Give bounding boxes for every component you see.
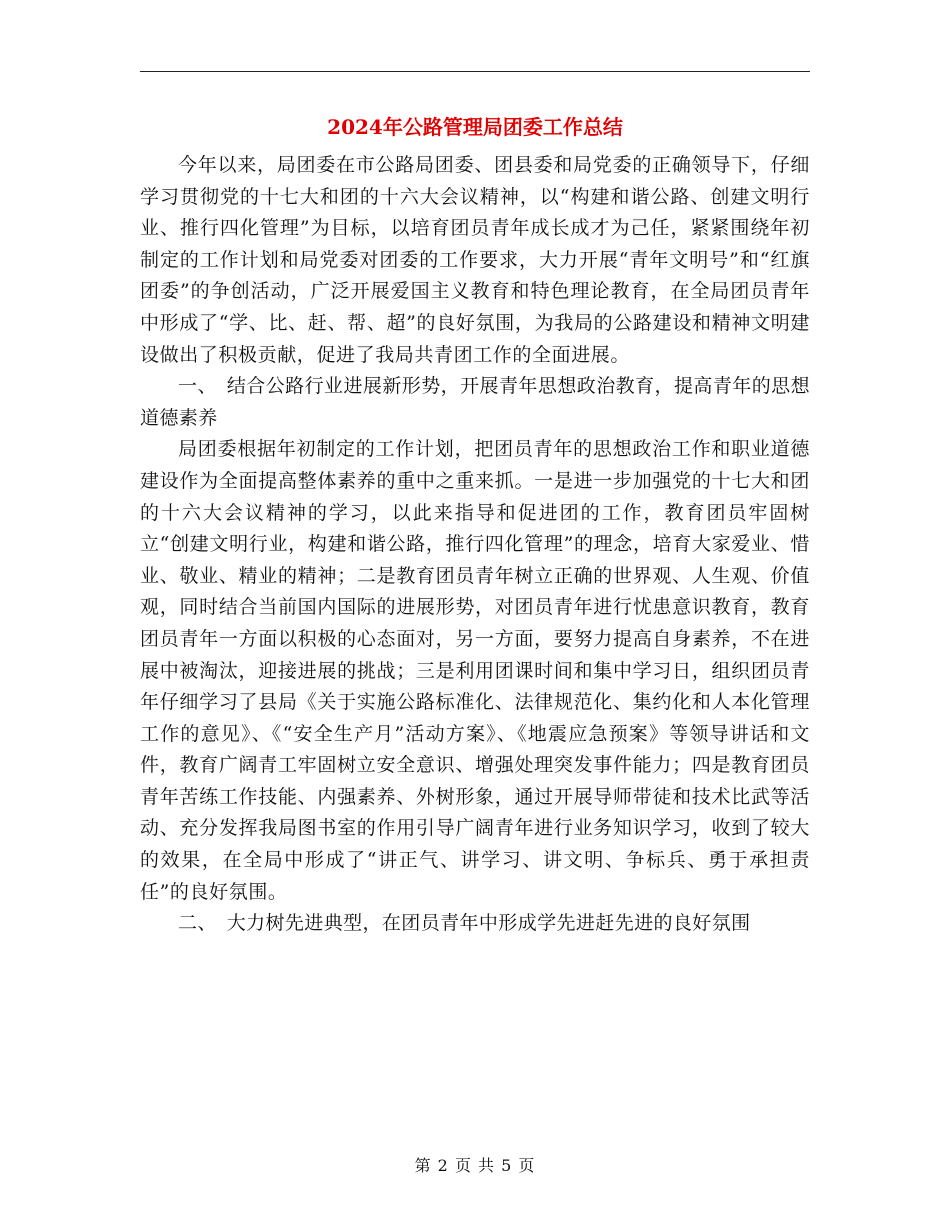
section-heading-2: 二、 大力树先进典型，在团员青年中形成学先进赶先进的良好氛围	[178, 912, 751, 935]
section-1-paragraph: 局团委根据年初制定的工作计划，把团员青年的思想政治工作和职业道德建设作为全面提高整体素养的重中之重来抓。一是进一步加强党的十七大和团的十六大会议精神的学习，以此来指导和促进团的工作，教育团员牢固树立“创建文明行业，构建和谐公路，推行四化管理”的理念，培育大家爱业、惜业、敬业、精业的精神；二是教育团员青年树立正确的世界观、人生观、价值观，同时结合当前国内国际的进展形势，对团员青年进行忧患意识教育，教育团员青年一方面以积极的心态面对，另一方面，要努力提高自身素养，不在进展中被淘汰，迎接进展的挑战；三是利用团课时间和集中学习日，组织团员青年仔细学习了县局《关于实施公路标准化、法律规范化、集约化和人本化管理工作的意见》、《“安全生产月”活动方案》、《地震应急预案》等领导讲话和文件，教育广阔青工牢固树立安全意识、增强处理突发事件能力；四是教育团员青年苦练工作技能、内强素养、外树形象，通过开展导师带徒和技术比武等活动、充分发挥我局图书室的作用引导广阔青年进行业务知识学习，收到了较大的效果，在全局中形成了“讲正气、讲学习、讲文明、争标兵、勇于承担责任”的良好氛围。	[140, 438, 810, 903]
document-body	[140, 150, 810, 940]
header-rule	[140, 71, 810, 72]
section-heading-1: 一、 结合公路行业进展新形势，开展青年思想政治教育，提高青年的思想道德素养	[140, 375, 810, 429]
page-number: 第 2 页 共 5 页	[414, 1156, 536, 1175]
intro-paragraph: 今年以来，局团委在市公路局团委、团县委和局党委的正确领导下，仔细学习贯彻党的十七大和团的十六大会议精神，以“构建和谐公路、创建文明行业、推行四化管理”为目标，以培育团员青年成长成才为己任，紧紧围绕年初制定的工作计划和局党委对团委的工作要求，大力开展“青年文明号”和“红旗团委”的争创活动，广泛开展爱国主义教育和特色理论教育，在全局团员青年中形成了“学、比、赶、帮、超”的良好氛围，为我局的公路建设和精神文明建设做出了积极贡献，促进了我局共青团工作的全面进展。	[140, 154, 810, 366]
document-title: 2024年公路管理局团委工作总结	[327, 115, 623, 139]
